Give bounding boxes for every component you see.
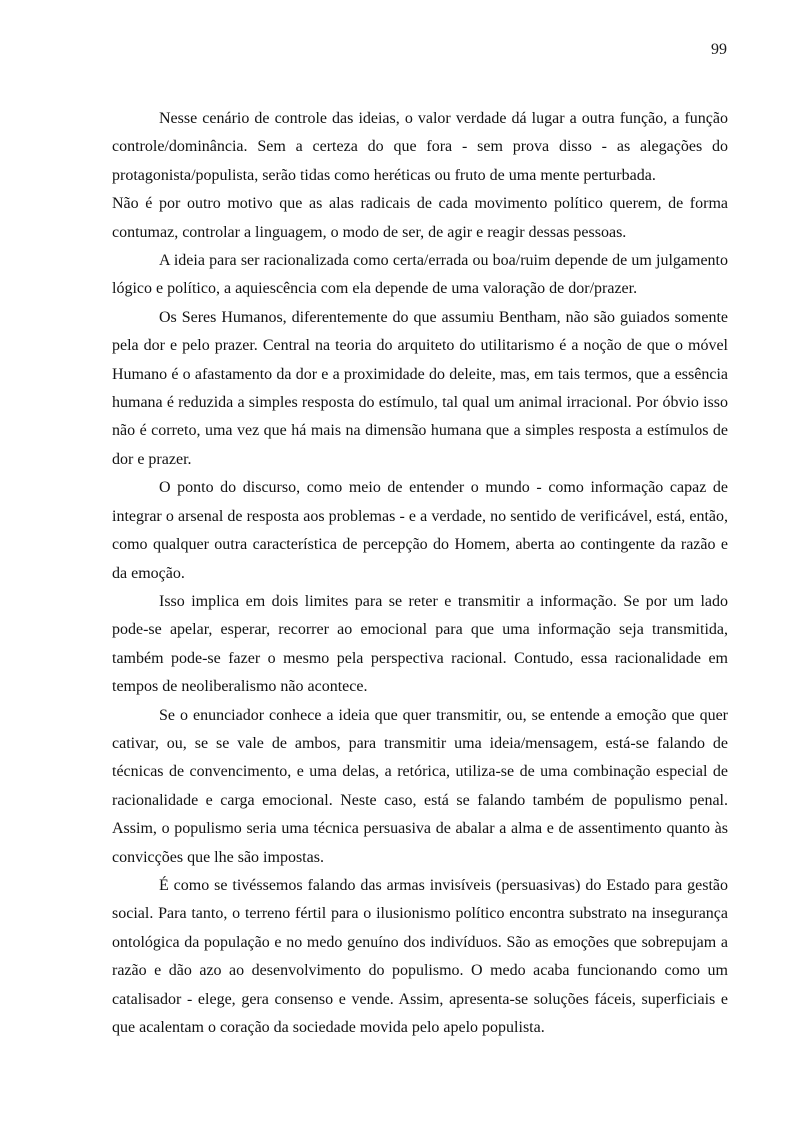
paragraph: A ideia para ser racionalizada como certa/errada ou boa/ruim depende de um julgamento lógico e político, a aquiescência com ela depende de uma valoração de dor/prazer. — [112, 252, 728, 298]
paragraph: Os Seres Humanos, diferentemente do que assumiu Bentham, não são guiados somente pela dor e pelo prazer. Central na teoria do arquiteto do utilitarismo é a noção de que o móvel Humano é o afastamento da dor e a proximidade do deleite, mas, em tais termos, que a essência humana é reduzida a simples resposta do estímulo, tal qual um animal irracional. Por óbvio isso não é correto, uma vez que há mais na dimensão humana que a simples resposta a estímulos de dor e prazer. — [112, 308, 728, 468]
paragraph: É como se tivéssemos falando das armas invisíveis (persuasivas) do Estado para gestão social. Para tanto, o terreno fértil para o ilusionismo político encontra substrato na insegurança ontológica da população e no medo genuíno dos indivíduos. São as emoções que sobrepujam a razão e dão azo ao desenvolvimento do populismo. O medo acaba funcionando como um catalisador - elege, gera consenso e vende. Assim, apresenta-se soluções fáceis, superficiais e que acalentam o coração da sociedade movida pelo apelo populista. — [112, 876, 728, 1036]
paragraph: Nesse cenário de controle das ideias, o valor verdade dá lugar a outra função, a função controle/dominância. Sem a certeza do que fora - sem prova disso - as alegações do protagonista/populista, serão tidas como heréticas ou fruto de uma mente perturbada. — [112, 110, 728, 184]
paragraph: Se o enunciador conhece a ideia que quer transmitir, ou, se entende a emoção que quer cativar, ou, se se vale de ambos, para transmitir uma ideia/mensagem, está-se falando de técnicas de convencimento, e uma delas, a retórica, utiliza-se de uma combinação especial de racionalidade e carga emocional. Neste caso, está se falando também de populismo penal. Assim, o populismo seria uma técnica persuasiva de abalar a alma e de assentimento quanto às convicções que lhe são impostas. — [112, 706, 728, 866]
page-number: 99 — [711, 41, 727, 58]
document-body — [112, 105, 728, 1042]
paragraph: Não é por outro motivo que as alas radicais de cada movimento político querem, de forma contumaz, controlar a linguagem, o modo de ser, de agir e reagir dessas pessoas. — [112, 195, 728, 241]
paragraph: Isso implica em dois limites para se reter e transmitir a informação. Se por um lado pode-se apelar, esperar, recorrer ao emocional para que uma informação seja transmitida, também pode-se fazer o mesmo pela perspectiva racional. Contudo, essa racionalidade em tempos de neoliberalismo não acontece. — [112, 592, 728, 696]
paragraph: O ponto do discurso, como meio de entender o mundo - como informação capaz de integrar o arsenal de resposta aos problemas - e a verdade, no sentido de verificável, está, então, como qualquer outra característica de percepção do Homem, aberta ao contingente da razão e da emoção. — [112, 479, 728, 582]
